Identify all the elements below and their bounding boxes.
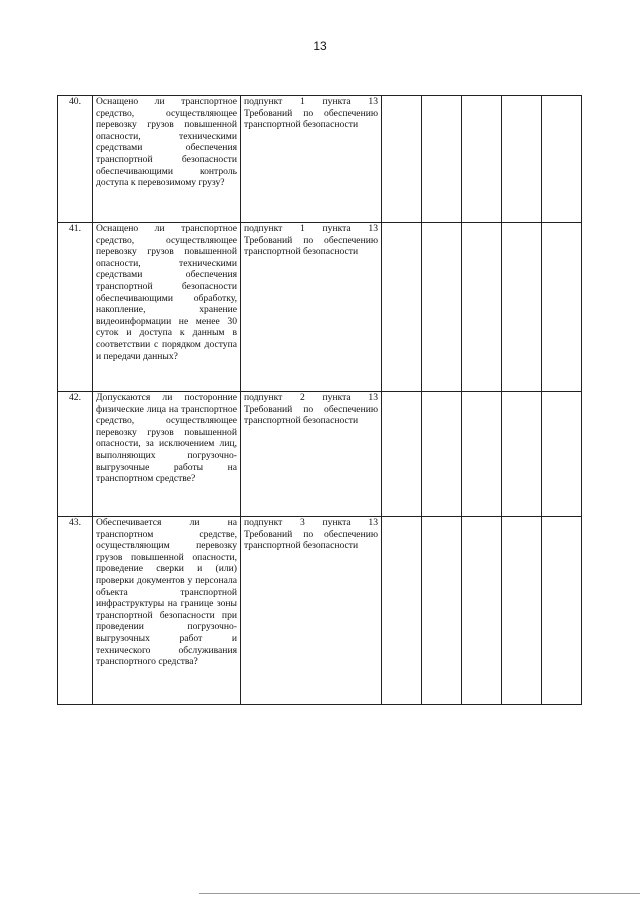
table-row — [58, 96, 582, 223]
requirement-reference: подпункт 1 пункта 13 Требований по обеспечению транспортной безопасности — [241, 96, 382, 223]
page-number: 13 — [313, 39, 327, 53]
question-text: Допускаются ли посторонние физические лица на транспортное средство, осуществляющее перевозку грузов повышенной опасности, за исключением лиц, выполняющих погрузочно-выгрузочные работы на транспортном средстве? — [93, 392, 241, 517]
answer-cell — [462, 96, 502, 223]
answer-cell — [382, 517, 422, 705]
requirement-reference: подпункт 3 пункта 13 Требований по обеспечению транспортной безопасности — [241, 517, 382, 705]
question-text: Оснащено ли транспортное средство, осуществляющее перевозку грузов повышенной опасности, техническими средствами обеспечения транспортной безопасности обеспечивающими обработку, накопление, хранение видеоинформации не менее 30 суток и доступа к данным в соответствии с порядком доступа и передачи данных? — [93, 223, 241, 392]
row-number: 40. — [58, 96, 93, 223]
table-row — [58, 223, 582, 392]
answer-cell — [382, 223, 422, 392]
checklist-table — [57, 95, 582, 705]
answer-cell — [382, 96, 422, 223]
answer-cell — [542, 96, 582, 223]
row-number: 42. — [58, 392, 93, 517]
answer-cell — [462, 392, 502, 517]
question-text: Обеспечивается ли на транспортном средстве, осуществляющим перевозку грузов повышенной опасности, проведение сверки и (или) проверки документов у персонала объекта транспортной инфраструктуры на границе зоны транспортной безопасности при проведении погрузочно-выгрузочных работ и технического обслуживания транспортного средства? — [93, 517, 241, 705]
answer-cell — [422, 392, 462, 517]
row-number: 41. — [58, 223, 93, 392]
row-number: 43. — [58, 517, 93, 705]
answer-cell — [422, 223, 462, 392]
table-row — [58, 517, 582, 705]
requirement-reference: подпункт 2 пункта 13 Требований по обеспечению транспортной безопасности — [241, 392, 382, 517]
answer-cell — [542, 223, 582, 392]
question-text: Оснащено ли транспортное средство, осуществляющее перевозку грузов повышенной опасности, техническими средствами обеспечения транспортной безопасности обеспечивающими контроль доступа к перевозимому грузу? — [93, 96, 241, 223]
requirement-reference: подпункт 1 пункта 13 Требований по обеспечению транспортной безопасности — [241, 223, 382, 392]
answer-cell — [502, 96, 542, 223]
answer-cell — [422, 517, 462, 705]
answer-cell — [502, 392, 542, 517]
table-row — [58, 392, 582, 517]
scan-edge-line — [199, 893, 640, 894]
answer-cell — [422, 96, 462, 223]
answer-cell — [542, 517, 582, 705]
answer-cell — [502, 517, 542, 705]
answer-cell — [462, 517, 502, 705]
answer-cell — [502, 223, 542, 392]
answer-cell — [382, 392, 422, 517]
answer-cell — [462, 223, 502, 392]
answer-cell — [542, 392, 582, 517]
